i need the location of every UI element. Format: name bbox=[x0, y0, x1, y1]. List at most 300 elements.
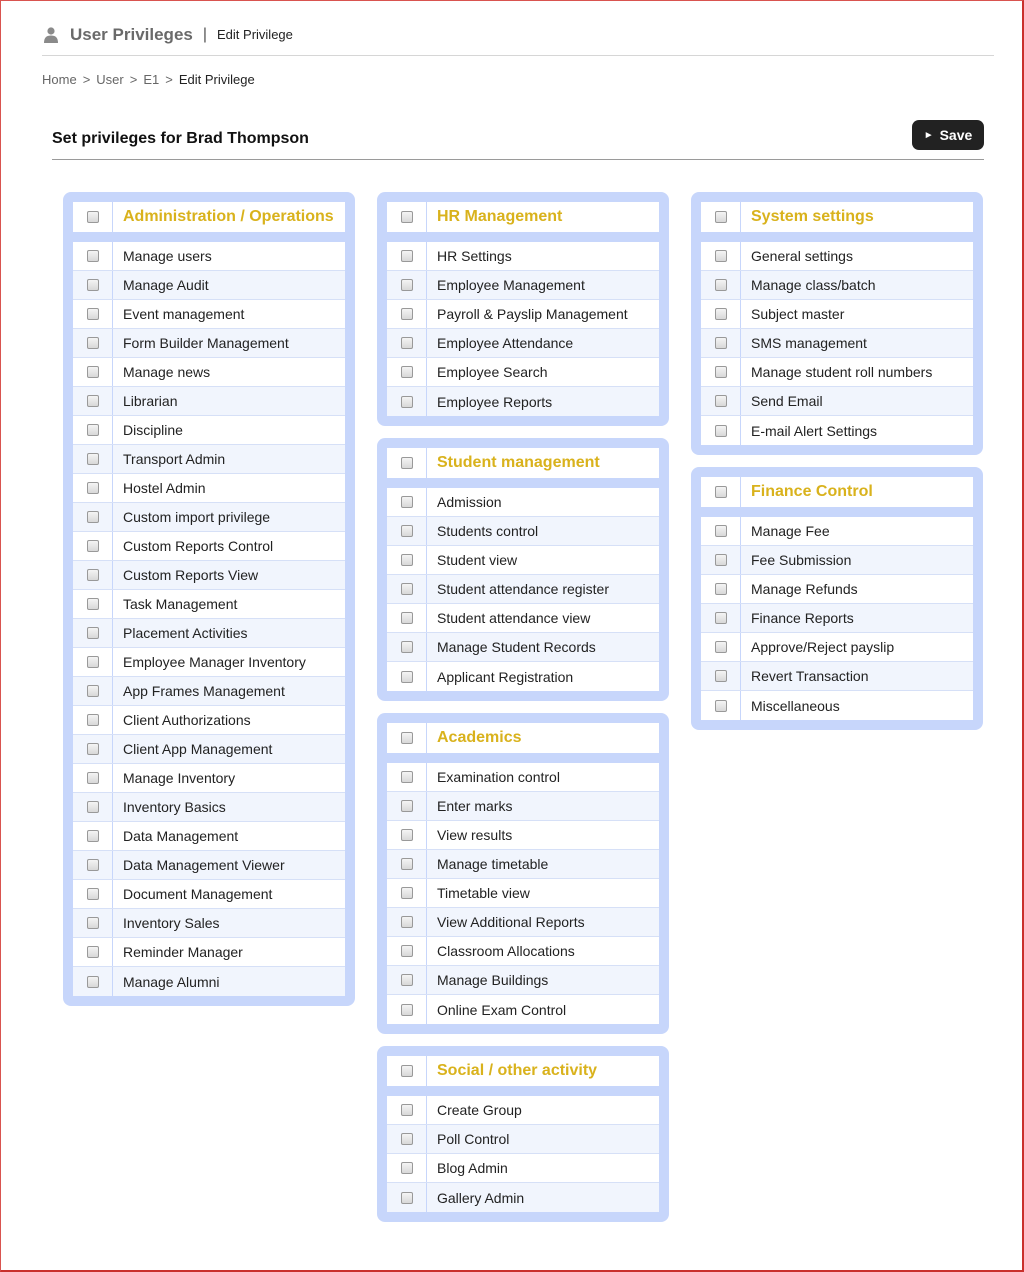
privilege-checkbox[interactable] bbox=[87, 946, 99, 958]
privilege-checkbox[interactable] bbox=[401, 800, 413, 812]
panel-header bbox=[387, 448, 659, 478]
checkbox-cell bbox=[387, 1183, 427, 1212]
privilege-checkbox[interactable] bbox=[87, 801, 99, 813]
privilege-row[interactable] bbox=[701, 358, 973, 387]
privilege-label: Client App Management bbox=[123, 741, 273, 757]
checkbox-cell bbox=[387, 995, 427, 1024]
play-icon: ► bbox=[923, 129, 934, 141]
privilege-row[interactable] bbox=[387, 546, 659, 575]
privilege-checkbox[interactable] bbox=[715, 525, 727, 537]
privilege-label: Payroll & Payslip Management bbox=[437, 306, 628, 322]
privilege-checkbox[interactable] bbox=[87, 656, 99, 668]
checkbox-cell bbox=[73, 445, 113, 473]
checkbox-cell bbox=[73, 706, 113, 734]
privilege-checkbox[interactable] bbox=[715, 279, 727, 291]
privilege-row[interactable] bbox=[73, 271, 345, 300]
breadcrumb-user[interactable]: User bbox=[96, 72, 124, 87]
checkbox-cell bbox=[387, 723, 427, 753]
checkbox-cell bbox=[73, 619, 113, 647]
breadcrumb-e1[interactable]: E1 bbox=[143, 72, 160, 87]
privilege-checkbox[interactable] bbox=[87, 917, 99, 929]
privilege-checkbox[interactable] bbox=[87, 395, 99, 407]
privilege-label: Event management bbox=[123, 306, 245, 322]
privilege-label: Timetable view bbox=[437, 885, 530, 901]
checkbox-cell bbox=[701, 477, 741, 507]
select-all-checkbox[interactable] bbox=[401, 1065, 413, 1077]
privilege-checkbox[interactable] bbox=[401, 396, 413, 408]
panel-title: System settings bbox=[751, 208, 874, 225]
privilege-label: Client Authorizations bbox=[123, 712, 251, 728]
privilege-row[interactable] bbox=[73, 851, 345, 880]
page-header bbox=[42, 14, 994, 56]
privilege-row[interactable] bbox=[701, 416, 973, 445]
checkbox-cell bbox=[387, 879, 427, 907]
privilege-checkbox[interactable] bbox=[401, 771, 413, 783]
privilege-label: Discipline bbox=[123, 422, 183, 438]
checkbox-cell bbox=[701, 202, 741, 232]
privilege-list bbox=[387, 242, 659, 416]
privilege-row[interactable] bbox=[387, 517, 659, 546]
panel-administration-operations bbox=[63, 192, 355, 1006]
privilege-checkbox[interactable] bbox=[401, 1104, 413, 1116]
privilege-label: Custom Reports Control bbox=[123, 538, 274, 554]
privilege-label: Fee Submission bbox=[751, 552, 852, 568]
checkbox-cell bbox=[701, 271, 741, 299]
privilege-list bbox=[701, 517, 973, 720]
privilege-row[interactable] bbox=[73, 735, 345, 764]
privilege-row[interactable] bbox=[73, 300, 345, 329]
privilege-checkbox[interactable] bbox=[87, 308, 99, 320]
privilege-row[interactable] bbox=[73, 648, 345, 677]
page-subtitle: Edit Privilege bbox=[217, 27, 293, 42]
privilege-row[interactable] bbox=[73, 938, 345, 967]
privilege-row[interactable] bbox=[73, 532, 345, 561]
privilege-row[interactable] bbox=[73, 967, 345, 996]
privilege-label: Manage Buildings bbox=[437, 972, 549, 988]
privilege-checkbox[interactable] bbox=[401, 945, 413, 957]
breadcrumb-separator: > bbox=[165, 72, 173, 87]
panel-title: Finance Control bbox=[751, 483, 873, 500]
privilege-checkbox[interactable] bbox=[401, 916, 413, 928]
checkbox-cell bbox=[387, 633, 427, 661]
privilege-checkbox[interactable] bbox=[715, 425, 727, 437]
privilege-checkbox[interactable] bbox=[87, 569, 99, 581]
privilege-label: Manage news bbox=[123, 364, 211, 380]
privilege-label: Employee Search bbox=[437, 364, 548, 380]
privilege-row[interactable] bbox=[387, 242, 659, 271]
checkbox-cell bbox=[387, 271, 427, 299]
checkbox-cell bbox=[701, 358, 741, 386]
privilege-row[interactable] bbox=[73, 822, 345, 851]
breadcrumb-separator: > bbox=[82, 72, 91, 87]
privilege-row[interactable] bbox=[387, 908, 659, 937]
checkbox-cell bbox=[701, 575, 741, 603]
privilege-row[interactable] bbox=[701, 271, 973, 300]
privilege-label: Student attendance view bbox=[437, 610, 591, 626]
privilege-checkbox[interactable] bbox=[401, 829, 413, 841]
privilege-row[interactable] bbox=[387, 329, 659, 358]
privilege-label: Finance Reports bbox=[751, 610, 854, 626]
checkbox-cell bbox=[701, 604, 741, 632]
privilege-row[interactable] bbox=[387, 387, 659, 416]
privilege-row[interactable] bbox=[73, 793, 345, 822]
privilege-checkbox[interactable] bbox=[401, 1133, 413, 1145]
privilege-checkbox[interactable] bbox=[87, 598, 99, 610]
checkbox-cell bbox=[387, 546, 427, 574]
privilege-label: App Frames Management bbox=[123, 683, 285, 699]
privilege-checkbox[interactable] bbox=[401, 1004, 413, 1016]
privilege-checkbox[interactable] bbox=[87, 540, 99, 552]
checkbox-cell bbox=[387, 937, 427, 965]
privilege-checkbox[interactable] bbox=[401, 612, 413, 624]
checkbox-cell bbox=[73, 387, 113, 415]
panel-system-settings bbox=[691, 192, 983, 455]
checkbox-cell bbox=[387, 821, 427, 849]
privilege-checkbox[interactable] bbox=[401, 525, 413, 537]
panel-header bbox=[73, 202, 345, 232]
breadcrumb-current: Edit Privilege bbox=[178, 72, 255, 87]
privilege-row[interactable] bbox=[73, 880, 345, 909]
user-icon bbox=[42, 26, 60, 44]
privilege-label: E-mail Alert Settings bbox=[751, 422, 878, 439]
checkbox-cell bbox=[701, 662, 741, 690]
checkbox-cell bbox=[701, 633, 741, 661]
privilege-checkbox[interactable] bbox=[87, 453, 99, 465]
checkbox-cell bbox=[387, 662, 427, 691]
checkbox-cell bbox=[73, 416, 113, 444]
privilege-label: Employee Attendance bbox=[437, 335, 574, 351]
checkbox-cell bbox=[73, 329, 113, 357]
privilege-row[interactable] bbox=[73, 445, 345, 474]
checkbox-cell bbox=[701, 242, 741, 270]
save-button[interactable] bbox=[912, 120, 984, 150]
privilege-row[interactable] bbox=[387, 966, 659, 995]
privilege-checkbox[interactable] bbox=[87, 424, 99, 436]
privilege-label: Document Management bbox=[123, 886, 273, 902]
privilege-row[interactable] bbox=[701, 546, 973, 575]
checkbox-cell bbox=[73, 793, 113, 821]
privilege-row[interactable] bbox=[701, 242, 973, 271]
breadcrumb bbox=[42, 72, 255, 87]
privilege-checkbox[interactable] bbox=[87, 627, 99, 639]
privilege-label: Task Management bbox=[123, 596, 238, 612]
privilege-row[interactable] bbox=[387, 763, 659, 792]
panel-header bbox=[387, 202, 659, 232]
privilege-label: View results bbox=[437, 827, 513, 843]
privilege-label: Form Builder Management bbox=[123, 335, 289, 351]
privilege-row[interactable] bbox=[73, 416, 345, 445]
checkbox-cell bbox=[387, 358, 427, 386]
privilege-row[interactable] bbox=[73, 561, 345, 590]
privilege-row[interactable] bbox=[73, 909, 345, 938]
privilege-checkbox[interactable] bbox=[87, 685, 99, 697]
privilege-checkbox[interactable] bbox=[401, 974, 413, 986]
checkbox-cell bbox=[387, 202, 427, 232]
privilege-row[interactable] bbox=[701, 633, 973, 662]
privilege-row[interactable] bbox=[73, 387, 345, 416]
privilege-label: Manage Refunds bbox=[751, 581, 858, 597]
privilege-checkbox[interactable] bbox=[401, 308, 413, 320]
privilege-checkbox[interactable] bbox=[401, 496, 413, 508]
privilege-checkbox[interactable] bbox=[87, 279, 99, 291]
panel-social-other-activity bbox=[377, 1046, 669, 1222]
privilege-label: Create Group bbox=[437, 1102, 522, 1118]
privilege-row[interactable] bbox=[387, 1096, 659, 1125]
privilege-row[interactable] bbox=[387, 850, 659, 879]
checkbox-cell bbox=[73, 967, 113, 996]
privilege-label: Gallery Admin bbox=[437, 1189, 525, 1206]
set-privileges-title: Set privileges for Brad Thompson bbox=[52, 130, 309, 147]
privilege-checkbox[interactable] bbox=[401, 858, 413, 870]
privilege-row[interactable] bbox=[73, 242, 345, 271]
privilege-label: Custom Reports View bbox=[123, 567, 259, 583]
checkbox-cell bbox=[387, 387, 427, 416]
privilege-label: Blog Admin bbox=[437, 1160, 508, 1176]
privilege-checkbox[interactable] bbox=[87, 976, 99, 988]
privilege-label: Classroom Allocations bbox=[437, 943, 575, 959]
checkbox-cell bbox=[387, 575, 427, 603]
privilege-row[interactable] bbox=[387, 792, 659, 821]
privilege-label: Enter marks bbox=[437, 798, 513, 814]
privilege-label: Subject master bbox=[751, 306, 845, 322]
privilege-row[interactable] bbox=[73, 329, 345, 358]
privilege-row[interactable] bbox=[701, 517, 973, 546]
select-all-checkbox[interactable] bbox=[401, 732, 413, 744]
privilege-row[interactable] bbox=[387, 995, 659, 1024]
privilege-row[interactable] bbox=[387, 1183, 659, 1212]
privilege-label: Approve/Reject payslip bbox=[751, 639, 895, 655]
checkbox-cell bbox=[387, 517, 427, 545]
privilege-checkbox[interactable] bbox=[401, 887, 413, 899]
privilege-checkbox[interactable] bbox=[715, 366, 727, 378]
privilege-row[interactable] bbox=[387, 488, 659, 517]
checkbox-cell bbox=[701, 691, 741, 720]
privilege-label: Manage Alumni bbox=[123, 973, 220, 990]
privilege-label: Manage class/batch bbox=[751, 277, 876, 293]
privilege-label: Students control bbox=[437, 523, 539, 539]
privilege-label: Data Management Viewer bbox=[123, 857, 285, 873]
privilege-row[interactable] bbox=[387, 937, 659, 966]
privilege-label: Manage Audit bbox=[123, 277, 209, 293]
privilege-label: Employee Reports bbox=[437, 393, 553, 410]
page-title: User Privileges bbox=[70, 24, 193, 44]
privilege-label: Manage users bbox=[123, 248, 212, 264]
panel-title: Academics bbox=[437, 729, 522, 746]
privilege-checkbox[interactable] bbox=[401, 641, 413, 653]
privilege-checkbox[interactable] bbox=[715, 670, 727, 682]
privilege-label: Employee Management bbox=[437, 277, 585, 293]
privilege-row[interactable] bbox=[73, 358, 345, 387]
privilege-checkbox[interactable] bbox=[401, 366, 413, 378]
privilege-row[interactable] bbox=[701, 604, 973, 633]
privilege-label: Data Management bbox=[123, 828, 239, 844]
privilege-row[interactable] bbox=[701, 691, 973, 720]
checkbox-cell bbox=[387, 1056, 427, 1086]
privilege-row[interactable] bbox=[73, 503, 345, 532]
privilege-checkbox[interactable] bbox=[715, 583, 727, 595]
privilege-list bbox=[387, 763, 659, 1024]
privilege-checkbox[interactable] bbox=[401, 279, 413, 291]
privilege-label: Send Email bbox=[751, 393, 823, 409]
privilege-row[interactable] bbox=[387, 1154, 659, 1183]
panel-academics bbox=[377, 713, 669, 1034]
checkbox-cell bbox=[73, 300, 113, 328]
privilege-label: Manage Student Records bbox=[437, 639, 596, 655]
privilege-label: Revert Transaction bbox=[751, 668, 869, 684]
privilege-checkbox[interactable] bbox=[715, 308, 727, 320]
privilege-label: Manage student roll numbers bbox=[751, 364, 933, 380]
privilege-checkbox[interactable] bbox=[87, 511, 99, 523]
privilege-row[interactable] bbox=[387, 575, 659, 604]
panel-title: Student management bbox=[437, 454, 600, 471]
privilege-row[interactable] bbox=[387, 633, 659, 662]
privilege-label: Custom import privilege bbox=[123, 509, 271, 525]
privilege-checkbox[interactable] bbox=[715, 700, 727, 712]
privilege-label: Miscellaneous bbox=[751, 697, 840, 714]
privilege-checkbox[interactable] bbox=[715, 612, 727, 624]
checkbox-cell bbox=[387, 850, 427, 878]
privilege-label: View Additional Reports bbox=[437, 914, 585, 930]
checkbox-cell bbox=[73, 880, 113, 908]
panel-header bbox=[701, 202, 973, 232]
checkbox-cell bbox=[701, 387, 741, 415]
privilege-row[interactable] bbox=[701, 387, 973, 416]
privilege-label: Transport Admin bbox=[123, 451, 226, 467]
privilege-checkbox[interactable] bbox=[87, 772, 99, 784]
privilege-label: Placement Activities bbox=[123, 625, 248, 641]
privilege-row[interactable] bbox=[387, 821, 659, 850]
privilege-row[interactable] bbox=[73, 706, 345, 735]
privilege-row[interactable] bbox=[73, 590, 345, 619]
breadcrumb-home[interactable]: Home bbox=[42, 72, 77, 87]
privilege-label: Inventory Sales bbox=[123, 915, 220, 931]
privilege-label: Reminder Manager bbox=[123, 944, 243, 960]
privilege-label: Applicant Registration bbox=[437, 668, 574, 685]
privilege-checkbox[interactable] bbox=[401, 1162, 413, 1174]
panel-header bbox=[387, 723, 659, 753]
checkbox-cell bbox=[73, 242, 113, 270]
privilege-row[interactable] bbox=[387, 604, 659, 633]
privilege-checkbox[interactable] bbox=[401, 250, 413, 262]
privilege-label: HR Settings bbox=[437, 248, 512, 264]
privilege-checkbox[interactable] bbox=[87, 714, 99, 726]
privilege-label: Manage Fee bbox=[751, 523, 830, 539]
privilege-checkbox[interactable] bbox=[401, 554, 413, 566]
checkbox-cell bbox=[387, 1154, 427, 1182]
privilege-row[interactable] bbox=[701, 662, 973, 691]
privilege-label: Hostel Admin bbox=[123, 480, 206, 496]
breadcrumb-separator: > bbox=[129, 72, 138, 87]
privilege-row[interactable] bbox=[387, 1125, 659, 1154]
privilege-row[interactable] bbox=[73, 677, 345, 706]
checkbox-cell bbox=[387, 1125, 427, 1153]
privilege-checkbox[interactable] bbox=[87, 250, 99, 262]
checkbox-cell bbox=[387, 242, 427, 270]
checkbox-cell bbox=[73, 202, 113, 232]
privilege-checkbox[interactable] bbox=[87, 830, 99, 842]
checkbox-cell bbox=[73, 822, 113, 850]
select-all-checkbox[interactable] bbox=[401, 211, 413, 223]
privilege-label: Poll Control bbox=[437, 1131, 510, 1147]
privilege-row[interactable] bbox=[73, 619, 345, 648]
privilege-checkbox[interactable] bbox=[87, 337, 99, 349]
panel-hr-management bbox=[377, 192, 669, 426]
privilege-checkbox[interactable] bbox=[401, 583, 413, 595]
privileges-header bbox=[52, 120, 984, 160]
privilege-label: Inventory Basics bbox=[123, 799, 226, 815]
privilege-label: SMS management bbox=[751, 335, 867, 351]
privilege-row[interactable] bbox=[387, 271, 659, 300]
checkbox-cell bbox=[387, 1096, 427, 1124]
privilege-checkbox[interactable] bbox=[87, 743, 99, 755]
privilege-checkbox[interactable] bbox=[401, 671, 413, 683]
select-all-checkbox[interactable] bbox=[401, 457, 413, 469]
privilege-checkbox[interactable] bbox=[715, 554, 727, 566]
checkbox-cell bbox=[73, 677, 113, 705]
privilege-row[interactable] bbox=[701, 329, 973, 358]
panel-header bbox=[701, 477, 973, 507]
privilege-label: Librarian bbox=[123, 393, 178, 409]
checkbox-cell bbox=[73, 909, 113, 937]
privilege-row[interactable] bbox=[701, 300, 973, 329]
privilege-row[interactable] bbox=[701, 575, 973, 604]
privilege-label: Admission bbox=[437, 494, 502, 510]
select-all-checkbox[interactable] bbox=[715, 486, 727, 498]
checkbox-cell bbox=[387, 329, 427, 357]
checkbox-cell bbox=[701, 329, 741, 357]
checkbox-cell bbox=[701, 300, 741, 328]
privilege-row[interactable] bbox=[387, 358, 659, 387]
header-separator: | bbox=[202, 25, 208, 43]
privilege-row[interactable] bbox=[387, 879, 659, 908]
panel-title: HR Management bbox=[437, 208, 563, 225]
privilege-row[interactable] bbox=[387, 300, 659, 329]
checkbox-cell bbox=[701, 416, 741, 445]
select-all-checkbox[interactable] bbox=[87, 211, 99, 223]
privilege-row[interactable] bbox=[387, 662, 659, 691]
privilege-label: Student attendance register bbox=[437, 581, 610, 597]
privilege-checkbox[interactable] bbox=[87, 482, 99, 494]
privilege-checkbox[interactable] bbox=[715, 641, 727, 653]
checkbox-cell bbox=[387, 966, 427, 994]
checkbox-cell bbox=[73, 648, 113, 676]
privilege-checkbox[interactable] bbox=[401, 1192, 413, 1204]
checkbox-cell bbox=[387, 908, 427, 936]
privilege-list bbox=[701, 242, 973, 445]
privilege-label: Manage Inventory bbox=[123, 770, 236, 786]
privilege-checkbox[interactable] bbox=[715, 337, 727, 349]
privilege-checkbox[interactable] bbox=[401, 337, 413, 349]
privilege-checkbox[interactable] bbox=[715, 395, 727, 407]
privilege-checkbox[interactable] bbox=[87, 366, 99, 378]
panel-student-management bbox=[377, 438, 669, 701]
privilege-checkbox[interactable] bbox=[87, 888, 99, 900]
privilege-checkbox[interactable] bbox=[87, 859, 99, 871]
privilege-row[interactable] bbox=[73, 474, 345, 503]
checkbox-cell bbox=[387, 300, 427, 328]
privilege-row[interactable] bbox=[73, 764, 345, 793]
checkbox-cell bbox=[387, 448, 427, 478]
checkbox-cell bbox=[73, 474, 113, 502]
checkbox-cell bbox=[73, 938, 113, 966]
privilege-label: Manage timetable bbox=[437, 856, 549, 872]
checkbox-cell bbox=[73, 271, 113, 299]
privilege-label: Student view bbox=[437, 552, 518, 568]
select-all-checkbox[interactable] bbox=[715, 211, 727, 223]
checkbox-cell bbox=[387, 604, 427, 632]
privilege-list bbox=[73, 242, 345, 996]
privilege-checkbox[interactable] bbox=[715, 250, 727, 262]
